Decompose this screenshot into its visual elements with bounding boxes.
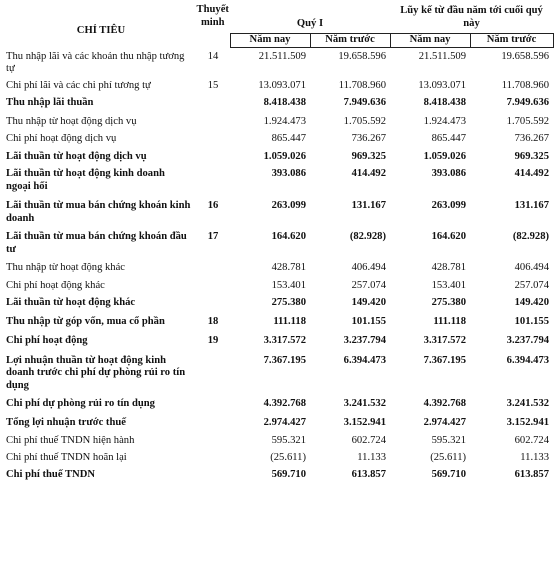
value-lk-nam-truoc: 6.394.473 [506,354,550,366]
value-q-nam-truoc: 131.167 [351,200,387,211]
row-note [196,294,230,312]
table-row [6,227,553,258]
value-q-nam-nay: 7.367.195 [263,354,306,366]
row-label: Thu nhập lãi và các khoản thu nhập tương tự [6,50,185,74]
row-note [196,112,230,131]
value-lk-nam-nay: 153.401 [431,279,467,291]
header-thuyet-minh: Thuyết minh [196,4,229,28]
row-note [196,350,230,395]
value-q-nam-truoc: 1.705.592 [343,115,387,127]
row-note [196,277,230,295]
header-lk-nam-truoc: Năm trước [470,34,553,48]
value-q-nam-nay: 1.059.026 [263,150,306,162]
value-lk-nam-nay: 4.392.768 [423,398,467,409]
value-lk-nam-nay: 428.781 [431,262,467,273]
value-lk-nam-truoc: 3.241.532 [506,398,550,409]
row-label: Lãi thuần từ mua bán chứng khoán kinh doanh [6,200,191,224]
value-q-nam-nay: 21.511.509 [258,51,306,62]
row-note [196,466,230,484]
value-q-nam-truoc: 257.074 [351,279,387,291]
table-row [6,350,553,395]
value-q-nam-nay: 428.781 [271,262,306,273]
value-lk-nam-nay: 13.093.071 [418,79,467,91]
value-lk-nam-nay: 275.380 [431,297,467,308]
value-lk-nam-nay: 263.099 [431,200,467,211]
value-q-nam-truoc: 736.267 [351,133,387,144]
row-label: Lãi thuần từ hoạt động khác [6,297,136,308]
table-row [6,48,553,78]
row-label: Lãi thuần từ mua bán chứng khoán đầu tư [6,231,187,255]
value-lk-nam-nay: 865.447 [431,133,467,144]
value-lk-nam-nay: 1.924.473 [423,115,467,127]
value-q-nam-truoc: (82.928) [349,231,387,242]
value-lk-nam-truoc: (82.928) [512,231,550,242]
header-q-nam-nay: Năm nay [230,34,310,48]
table-row [6,78,553,95]
row-label: Chi phí thuế TNDN hiện hành [6,435,135,446]
value-lk-nam-truoc: 406.494 [514,262,550,273]
table-row [6,394,553,413]
value-q-nam-nay: 2.974.427 [263,416,306,428]
value-lk-nam-truoc: 7.949.636 [506,97,550,108]
value-lk-nam-truoc: 3.237.794 [506,335,550,346]
value-lk-nam-truoc: 602.724 [514,435,550,446]
row-label: Thu nhập từ góp vốn, mua cổ phần [6,315,165,327]
row-note [196,165,230,195]
income-statement-table [6,0,554,484]
value-q-nam-truoc: 19.658.596 [338,51,387,62]
row-label: Chi phí thuế TNDN hoãn lại [6,451,127,463]
value-lk-nam-nay: 8.418.438 [423,97,467,108]
value-q-nam-truoc: 602.724 [351,435,387,446]
value-lk-nam-truoc: 11.708.960 [501,79,550,91]
value-q-nam-nay: 13.093.071 [258,79,306,91]
value-q-nam-truoc: 7.949.636 [343,97,387,108]
row-label: Thu nhập từ hoạt động dịch vụ [6,115,137,127]
value-q-nam-truoc: 406.494 [351,262,387,273]
row-label: Lợi nhuận thuần từ hoạt động kinh doanh trước chi phí dự phòng rủi ro tín dụng [6,354,186,391]
row-note [196,130,230,148]
value-lk-nam-nay: 569.710 [431,469,467,480]
row-note: 17 [207,231,219,242]
row-note: 15 [207,79,219,91]
row-note [196,450,230,467]
row-label: Chi phí hoạt động dịch vụ [6,133,117,144]
table-row [6,165,553,195]
row-note [196,148,230,166]
table-row [6,312,553,331]
value-lk-nam-nay: 7.367.195 [423,354,467,366]
statement-rows [6,48,553,484]
value-q-nam-truoc: 3.152.941 [343,416,387,428]
row-note: 18 [207,315,219,327]
table-row [6,258,553,277]
value-lk-nam-truoc: 257.074 [514,279,550,291]
row-label: Chi phí lãi và các chi phí tương tự [6,79,151,91]
value-q-nam-nay: 111.118 [273,315,306,327]
table-row [6,130,553,148]
value-q-nam-nay: 569.710 [271,469,306,480]
value-lk-nam-nay: 21.511.509 [418,51,467,62]
row-note [196,94,230,112]
row-label: Chi phí hoạt động [6,335,88,346]
header-lk-nam-nay: Năm nay [390,34,470,48]
value-q-nam-nay: 164.620 [271,231,306,242]
value-q-nam-nay: 595.321 [271,435,306,446]
row-label: Tổng lợi nhuận trước thuế [6,416,126,428]
value-lk-nam-nay: 595.321 [431,435,467,446]
table-row [6,195,553,227]
value-lk-nam-truoc: 149.420 [514,297,550,308]
value-q-nam-nay: 393.086 [271,168,306,179]
value-q-nam-nay: 4.392.768 [263,398,306,409]
value-lk-nam-truoc: 11.133 [520,451,550,463]
value-lk-nam-truoc: 3.152.941 [506,416,550,428]
value-q-nam-nay: 865.447 [271,133,306,144]
value-lk-nam-nay: 1.059.026 [423,150,467,162]
table-row [6,277,553,295]
row-note [196,413,230,432]
value-lk-nam-nay: 393.086 [431,168,467,179]
value-lk-nam-truoc: 736.267 [514,133,550,144]
value-q-nam-nay: 3.317.572 [263,335,306,346]
value-lk-nam-truoc: 414.492 [514,168,550,179]
table-row [6,294,553,312]
value-lk-nam-truoc: 1.705.592 [506,115,550,127]
value-q-nam-truoc: 149.420 [351,297,387,308]
value-q-nam-nay: (25.611) [270,451,306,463]
value-q-nam-nay: 153.401 [271,279,306,291]
header-quy: Quý I [230,0,390,34]
row-note: 14 [207,50,219,62]
value-lk-nam-nay: 111.118 [433,315,467,327]
value-q-nam-truoc: 414.492 [351,168,387,179]
row-note [196,258,230,277]
value-q-nam-truoc: 11.133 [357,451,387,463]
value-lk-nam-nay: 2.974.427 [423,416,467,428]
value-lk-nam-truoc: 131.167 [514,200,550,211]
row-label: Chi phí hoạt động khác [6,279,105,291]
row-note: 16 [207,200,219,211]
value-q-nam-truoc: 6.394.473 [343,354,387,366]
row-note [196,431,230,450]
row-note: 19 [207,335,219,346]
header-chi-tieu: CHỈ TIÊU [76,25,126,36]
table-row [6,413,553,432]
value-q-nam-nay: 275.380 [271,297,306,308]
row-label: Chi phí thuế TNDN [6,469,95,480]
row-note [196,394,230,413]
table-row [6,431,553,450]
value-lk-nam-nay: (25.611) [430,451,467,463]
value-q-nam-truoc: 3.237.794 [343,335,387,346]
header-luy-ke: Lũy kế từ đầu năm tới cuối quý này [390,0,553,34]
value-lk-nam-truoc: 101.155 [514,315,550,327]
value-q-nam-nay: 1.924.473 [263,115,306,127]
value-q-nam-truoc: 613.857 [351,469,387,480]
value-q-nam-truoc: 969.325 [351,150,387,162]
table-row [6,112,553,131]
table-row [6,466,553,484]
value-q-nam-nay: 8.418.438 [263,97,306,108]
row-label: Lãi thuần từ hoạt động dịch vụ [6,150,147,162]
row-label: Lãi thuần từ hoạt động kinh doanh ngoại hối [6,168,165,192]
value-lk-nam-truoc: 19.658.596 [501,51,550,62]
value-lk-nam-truoc: 613.857 [514,469,550,480]
value-q-nam-truoc: 11.708.960 [338,79,387,91]
value-lk-nam-truoc: 969.325 [514,150,550,162]
value-q-nam-truoc: 101.155 [351,315,387,327]
header-q-nam-truoc: Năm trước [310,34,390,48]
table-row [6,450,553,467]
value-q-nam-nay: 263.099 [271,200,306,211]
value-lk-nam-nay: 3.317.572 [423,335,467,346]
value-lk-nam-nay: 164.620 [431,231,467,242]
row-label: Chi phí dự phòng rủi ro tín dụng [6,398,155,409]
value-q-nam-truoc: 3.241.532 [343,398,387,409]
row-label: Thu nhập lãi thuần [6,97,94,108]
table-row [6,330,553,350]
table-row [6,148,553,166]
row-label: Thu nhập từ hoạt động khác [6,262,126,273]
table-row [6,94,553,112]
